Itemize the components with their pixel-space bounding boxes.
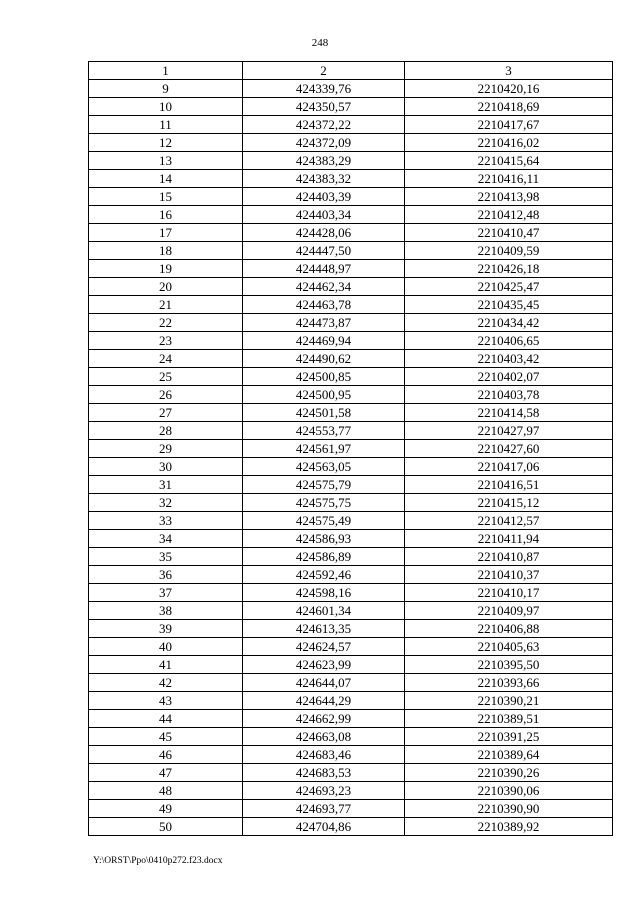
x-coordinate-cell: 424463,78	[243, 296, 405, 314]
y-coordinate-cell: 2210409,97	[405, 602, 613, 620]
table-row	[89, 512, 613, 530]
y-coordinate-cell: 2210425,47	[405, 278, 613, 296]
x-coordinate-cell: 424693,23	[243, 782, 405, 800]
point-number-cell: 15	[89, 188, 243, 206]
table-row	[89, 260, 613, 278]
point-number-cell: 12	[89, 134, 243, 152]
x-coordinate-cell: 424553,77	[243, 422, 405, 440]
table-row	[89, 206, 613, 224]
table-row	[89, 314, 613, 332]
point-number-cell: 11	[89, 116, 243, 134]
y-coordinate-cell: 2210426,18	[405, 260, 613, 278]
y-coordinate-cell: 2210410,87	[405, 548, 613, 566]
table-row	[89, 80, 613, 98]
footer-file-path: Y:\ORST\Ppo\0410p272.f23.docx	[93, 856, 223, 866]
y-coordinate-cell: 2210403,42	[405, 350, 613, 368]
table-row	[89, 620, 613, 638]
x-coordinate-cell: 424490,62	[243, 350, 405, 368]
point-number-cell: 22	[89, 314, 243, 332]
point-number-cell: 46	[89, 746, 243, 764]
x-coordinate-cell: 424623,99	[243, 656, 405, 674]
point-number-cell: 19	[89, 260, 243, 278]
x-coordinate-cell: 424693,77	[243, 800, 405, 818]
x-coordinate-cell: 424704,86	[243, 818, 405, 836]
table-row	[89, 350, 613, 368]
x-coordinate-cell: 424575,49	[243, 512, 405, 530]
point-number-cell: 34	[89, 530, 243, 548]
point-number-cell: 18	[89, 242, 243, 260]
table-body	[89, 80, 613, 836]
y-coordinate-cell: 2210427,97	[405, 422, 613, 440]
y-coordinate-cell: 2210410,37	[405, 566, 613, 584]
table-row	[89, 710, 613, 728]
point-number-cell: 30	[89, 458, 243, 476]
table-row	[89, 530, 613, 548]
point-number-cell: 26	[89, 386, 243, 404]
y-coordinate-cell: 2210415,12	[405, 494, 613, 512]
point-number-cell: 14	[89, 170, 243, 188]
y-coordinate-cell: 2210406,88	[405, 620, 613, 638]
x-coordinate-cell: 424383,29	[243, 152, 405, 170]
x-coordinate-cell: 424563,05	[243, 458, 405, 476]
point-number-cell: 23	[89, 332, 243, 350]
point-number-cell: 9	[89, 80, 243, 98]
x-coordinate-cell: 424592,46	[243, 566, 405, 584]
x-coordinate-cell: 424598,16	[243, 584, 405, 602]
x-coordinate-cell: 424403,34	[243, 206, 405, 224]
y-coordinate-cell: 2210427,60	[405, 440, 613, 458]
x-coordinate-cell: 424586,93	[243, 530, 405, 548]
x-coordinate-cell: 424462,34	[243, 278, 405, 296]
table-row	[89, 458, 613, 476]
point-number-cell: 28	[89, 422, 243, 440]
point-number-cell: 10	[89, 98, 243, 116]
x-coordinate-cell: 424663,08	[243, 728, 405, 746]
y-coordinate-cell: 2210403,78	[405, 386, 613, 404]
point-number-cell: 20	[89, 278, 243, 296]
table-row	[89, 332, 613, 350]
y-coordinate-cell: 2210411,94	[405, 530, 613, 548]
table-row	[89, 242, 613, 260]
x-coordinate-cell: 424403,39	[243, 188, 405, 206]
point-number-cell: 17	[89, 224, 243, 242]
point-number-cell: 47	[89, 764, 243, 782]
y-coordinate-cell: 2210410,47	[405, 224, 613, 242]
point-number-cell: 48	[89, 782, 243, 800]
table-row	[89, 386, 613, 404]
x-coordinate-cell: 424448,97	[243, 260, 405, 278]
table-row	[89, 170, 613, 188]
table-row	[89, 494, 613, 512]
y-coordinate-cell: 2210416,51	[405, 476, 613, 494]
x-coordinate-cell: 424372,22	[243, 116, 405, 134]
x-coordinate-cell: 424561,97	[243, 440, 405, 458]
x-coordinate-cell: 424447,50	[243, 242, 405, 260]
table-row	[89, 818, 613, 836]
point-number-cell: 31	[89, 476, 243, 494]
y-coordinate-cell: 2210409,59	[405, 242, 613, 260]
y-coordinate-cell: 2210418,69	[405, 98, 613, 116]
table-row	[89, 800, 613, 818]
point-number-cell: 32	[89, 494, 243, 512]
point-number-cell: 29	[89, 440, 243, 458]
y-coordinate-cell: 2210416,02	[405, 134, 613, 152]
table-row	[89, 368, 613, 386]
point-number-cell: 24	[89, 350, 243, 368]
x-coordinate-cell: 424644,29	[243, 692, 405, 710]
x-coordinate-cell: 424428,06	[243, 224, 405, 242]
y-coordinate-cell: 2210417,06	[405, 458, 613, 476]
point-number-cell: 27	[89, 404, 243, 422]
y-coordinate-cell: 2210389,51	[405, 710, 613, 728]
y-coordinate-cell: 2210402,07	[405, 368, 613, 386]
x-coordinate-cell: 424613,35	[243, 620, 405, 638]
y-coordinate-cell: 2210434,42	[405, 314, 613, 332]
y-coordinate-cell: 2210414,58	[405, 404, 613, 422]
x-coordinate-cell: 424683,46	[243, 746, 405, 764]
table-row	[89, 404, 613, 422]
table-row	[89, 602, 613, 620]
point-number-cell: 50	[89, 818, 243, 836]
x-coordinate-cell: 424469,94	[243, 332, 405, 350]
table-row	[89, 98, 613, 116]
table-row	[89, 134, 613, 152]
table-row	[89, 638, 613, 656]
table-row	[89, 224, 613, 242]
table-row	[89, 746, 613, 764]
point-number-cell: 39	[89, 620, 243, 638]
table-row	[89, 422, 613, 440]
x-coordinate-cell: 424644,07	[243, 674, 405, 692]
point-number-cell: 21	[89, 296, 243, 314]
x-coordinate-cell: 424662,99	[243, 710, 405, 728]
x-coordinate-cell: 424601,34	[243, 602, 405, 620]
x-coordinate-cell: 424473,87	[243, 314, 405, 332]
point-number-cell: 45	[89, 728, 243, 746]
y-coordinate-cell: 2210413,98	[405, 188, 613, 206]
table-row	[89, 566, 613, 584]
point-number-cell: 42	[89, 674, 243, 692]
point-number-cell: 13	[89, 152, 243, 170]
table-row	[89, 278, 613, 296]
column-header: 3	[405, 62, 613, 80]
y-coordinate-cell: 2210389,64	[405, 746, 613, 764]
table-row	[89, 728, 613, 746]
table-row	[89, 188, 613, 206]
table-header-row	[89, 62, 613, 80]
point-number-cell: 33	[89, 512, 243, 530]
x-coordinate-cell: 424350,57	[243, 98, 405, 116]
coordinates-table	[88, 61, 613, 836]
y-coordinate-cell: 2210412,48	[405, 206, 613, 224]
point-number-cell: 41	[89, 656, 243, 674]
y-coordinate-cell: 2210395,50	[405, 656, 613, 674]
x-coordinate-cell: 424575,75	[243, 494, 405, 512]
x-coordinate-cell: 424683,53	[243, 764, 405, 782]
column-header: 2	[243, 62, 405, 80]
y-coordinate-cell: 2210406,65	[405, 332, 613, 350]
table-row	[89, 764, 613, 782]
x-coordinate-cell: 424624,57	[243, 638, 405, 656]
y-coordinate-cell: 2210393,66	[405, 674, 613, 692]
table-row	[89, 548, 613, 566]
table-row	[89, 692, 613, 710]
y-coordinate-cell: 2210390,06	[405, 782, 613, 800]
table-row	[89, 584, 613, 602]
column-header: 1	[89, 62, 243, 80]
point-number-cell: 37	[89, 584, 243, 602]
table-row	[89, 116, 613, 134]
y-coordinate-cell: 2210391,25	[405, 728, 613, 746]
point-number-cell: 16	[89, 206, 243, 224]
point-number-cell: 36	[89, 566, 243, 584]
y-coordinate-cell: 2210417,67	[405, 116, 613, 134]
page-number: 248	[311, 37, 329, 49]
table-row	[89, 782, 613, 800]
table-row	[89, 440, 613, 458]
point-number-cell: 35	[89, 548, 243, 566]
table-row	[89, 656, 613, 674]
y-coordinate-cell: 2210390,90	[405, 800, 613, 818]
x-coordinate-cell: 424586,89	[243, 548, 405, 566]
x-coordinate-cell: 424372,09	[243, 134, 405, 152]
point-number-cell: 38	[89, 602, 243, 620]
x-coordinate-cell: 424501,58	[243, 404, 405, 422]
point-number-cell: 25	[89, 368, 243, 386]
point-number-cell: 44	[89, 710, 243, 728]
x-coordinate-cell: 424500,85	[243, 368, 405, 386]
y-coordinate-cell: 2210410,17	[405, 584, 613, 602]
point-number-cell: 49	[89, 800, 243, 818]
x-coordinate-cell: 424383,32	[243, 170, 405, 188]
y-coordinate-cell: 2210435,45	[405, 296, 613, 314]
y-coordinate-cell: 2210415,64	[405, 152, 613, 170]
point-number-cell: 43	[89, 692, 243, 710]
table-row	[89, 152, 613, 170]
y-coordinate-cell: 2210416,11	[405, 170, 613, 188]
x-coordinate-cell: 424339,76	[243, 80, 405, 98]
y-coordinate-cell: 2210390,26	[405, 764, 613, 782]
table-row	[89, 674, 613, 692]
y-coordinate-cell: 2210389,92	[405, 818, 613, 836]
y-coordinate-cell: 2210390,21	[405, 692, 613, 710]
y-coordinate-cell: 2210420,16	[405, 80, 613, 98]
table-row	[89, 476, 613, 494]
y-coordinate-cell: 2210405,63	[405, 638, 613, 656]
x-coordinate-cell: 424500,95	[243, 386, 405, 404]
y-coordinate-cell: 2210412,57	[405, 512, 613, 530]
point-number-cell: 40	[89, 638, 243, 656]
x-coordinate-cell: 424575,79	[243, 476, 405, 494]
table-row	[89, 296, 613, 314]
